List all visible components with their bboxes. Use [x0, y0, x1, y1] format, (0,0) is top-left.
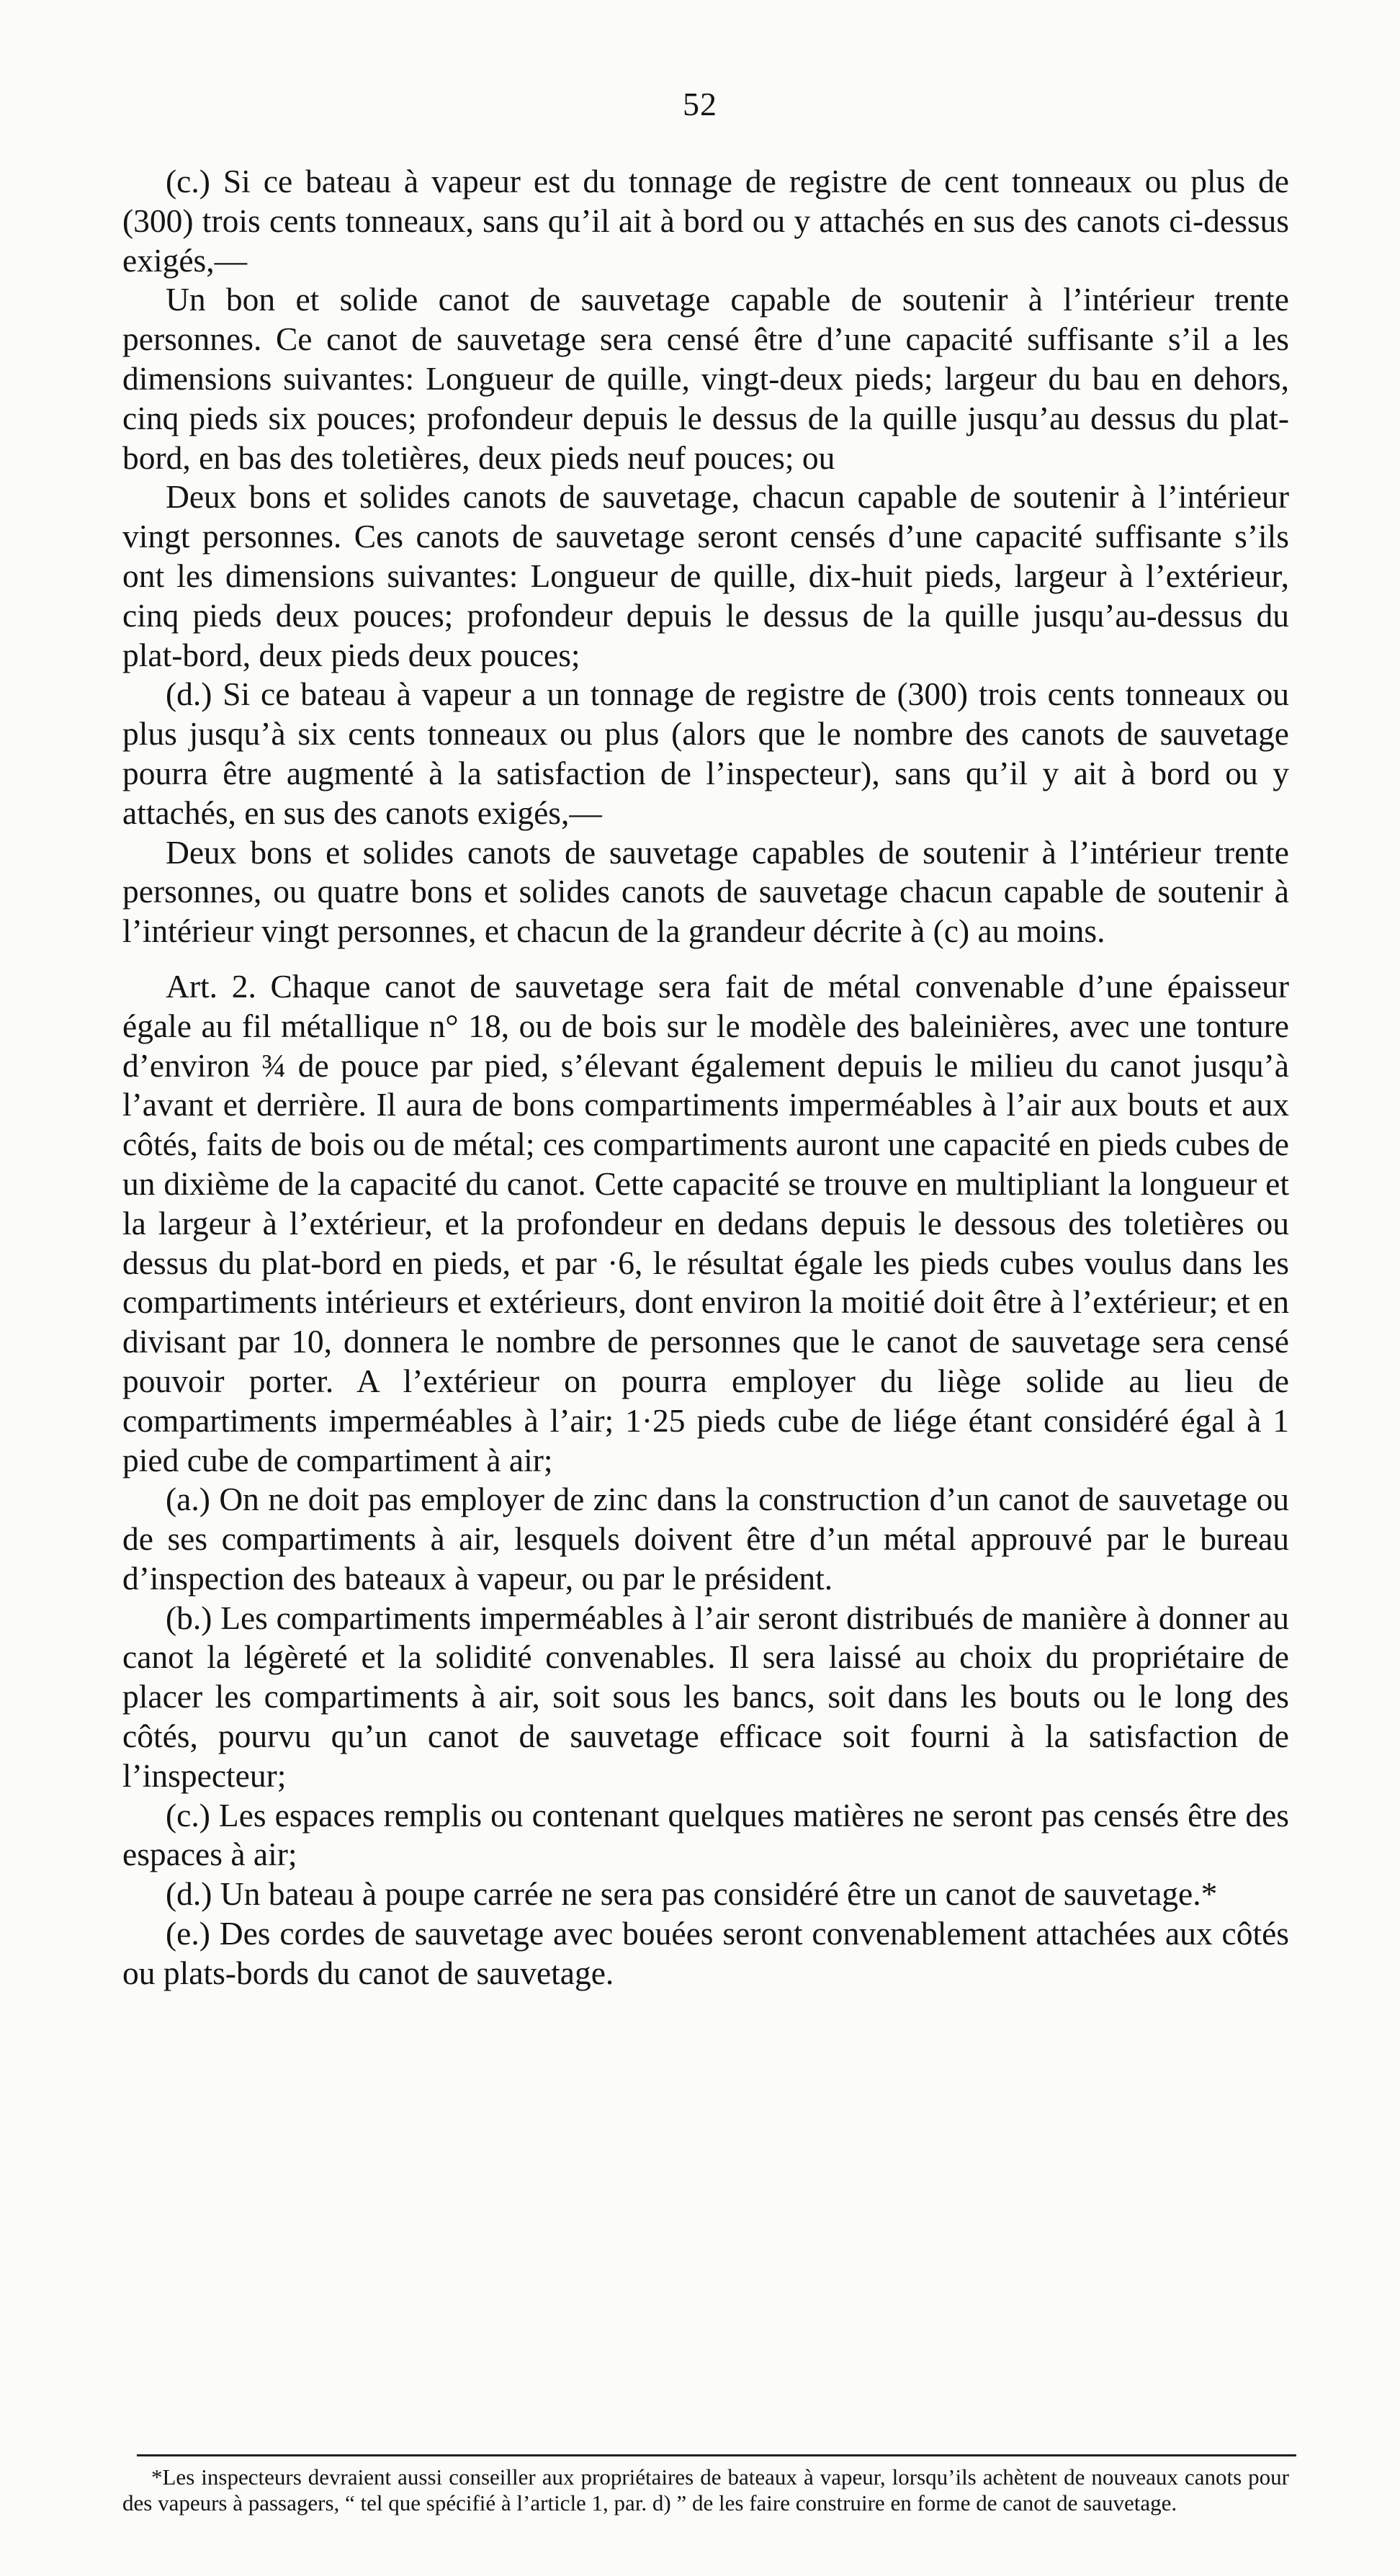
paragraph-c-tonnage: (c.) Si ce bateau à vapeur est du tonnage de registre de cent tonneaux ou plus de (300) trois cents tonneaux, sans qu’il ait à bord ou y attachés en sus des canots ci-dessus exigés,— [122, 163, 1289, 279]
paragraph-c-spaces: (c.) Les espaces remplis ou contenant quelques matières ne seront pas censés être des espaces à air; [122, 1796, 1289, 1873]
paragraph-e-ropes: (e.) Des cordes de sauvetage avec bouées seront convenablement attachées aux côtés ou plats-bords du canot de sauvetage. [122, 1915, 1289, 1991]
paragraph-b-compartments: (b.) Les compartiments imperméables à l’air seront distribués de manière à donner au canot la légèreté et la solidité convenables. Il sera laissé au choix du propriétaire de placer les compartiments à air, soit sous les bancs, soit dans les bouts ou le long des côtés, pourvu qu’un canot de sauvetage efficace soit fourni à la satisfaction de l’inspecteur; [122, 1599, 1289, 1794]
paragraph-d-lifeboats: Deux bons et solides canots de sauvetage capables de soutenir à l’intérieur trente personnes, ou quatre bons et solides canots de sauvetage chacun capable de soutenir à l’intérieur vingt personnes, et chacun de la grandeur décrite à (c) au moins. [122, 833, 1289, 950]
paragraph-article-2: Art. 2. Chaque canot de sauvetage sera fait de métal convenable d’une épaisseur égale au fil métallique n° 18, ou de bois sur le modèle des baleinières, avec une tonture d’environ ¾ de pouce par pied, s’élevant également depuis le milieu du canot jusqu’à l’avant et derrière. Il aura de bons compartiments imperméables à l’air aux bouts et aux côtés, faits de bois ou de métal; ces compartiments auront une capacité en pieds cubes de un dixième de la capacité du canot. Cette capacité se trouve en multipliant la longueur et la largeur à l’extérieur, et la profondeur en dedans depuis le dessous des toletières ou dessus du plat-bord en pieds, et par ·6, le résultat égale les pieds cubes voulus dans les compartiments intérieurs et extérieurs, dont environ la moitié doit être à l’extérieur; et en divisant par 10, donnera le nombre de personnes que le canot de sauvetage sera censé pouvoir porter. A l’extérieur on pourra employer du liège solide au lieu de compartiments imperméables à l’air; 1·25 pieds cube de liége étant considéré égal à 1 pied cube de compartiment à air; [122, 967, 1289, 1478]
body-text [122, 162, 1289, 1993]
paragraph-a-zinc: (a.) On ne doit pas employer de zinc dans la construction d’un canot de sauvetage ou de ses compartiments à air, lesquels doivent être d’un métal approuvé par le bureau d’inspection des bateaux à vapeur, ou par le président. [122, 1481, 1289, 1597]
paragraph-d-tonnage: (d.) Si ce bateau à vapeur a un tonnage de registre de (300) trois cents tonneaux ou plus jusqu’à six cents tonneaux ou plus (alors que le nombre des canots de sauvetage pourra être augmenté à la satisfaction de l’inspecteur), sans qu’il y ait à bord ou y attachés, en sus des canots exigés,— [122, 676, 1289, 831]
paragraph-two-lifeboats: Deux bons et solides canots de sauvetage, chacun capable de soutenir à l’intérieur vingt personnes. Ces canots de sauvetage seront censés d’une capacité suffisante s’ils ont les dimensions suivantes: Longueur de quille, dix-huit pieds, largeur à l’extérieur, cinq pieds deux pouces; profondeur depuis le dessus de la quille jusqu’au-dessus du plat-bord, deux pieds deux pouces; [122, 478, 1289, 673]
page-number: 52 [683, 86, 717, 122]
paragraph-d-square-stern: (d.) Un bateau à poupe carrée ne sera pas considéré être un canot de sauvetage.* [166, 1875, 1218, 1913]
footnote-divider [137, 2454, 1296, 2456]
paragraph-one-lifeboat: Un bon et solide canot de sauvetage capable de soutenir à l’intérieur trente personnes. Ce canot de sauvetage sera censé être d’une capacité suffisante s’il a les dimensions suivantes: Longueur de quille, vingt-deux pieds; largeur du bau en dehors, cinq pieds six pouces; profondeur depuis le dessus de la quille jusqu’au dessus du plat-bord, en bas des toletières, deux pieds neuf pouces; ou [122, 281, 1289, 476]
footnote: *Les inspecteurs devraient aussi conseiller aux propriétaires de bateaux à vapeur, lorsqu’ils achètent de nouveaux canots pour des vapeurs à passagers, “ tel que spécifié à l’article 1, par. d) ” de les faire construire en forme de canot de sauvetage. [122, 2464, 1289, 2516]
